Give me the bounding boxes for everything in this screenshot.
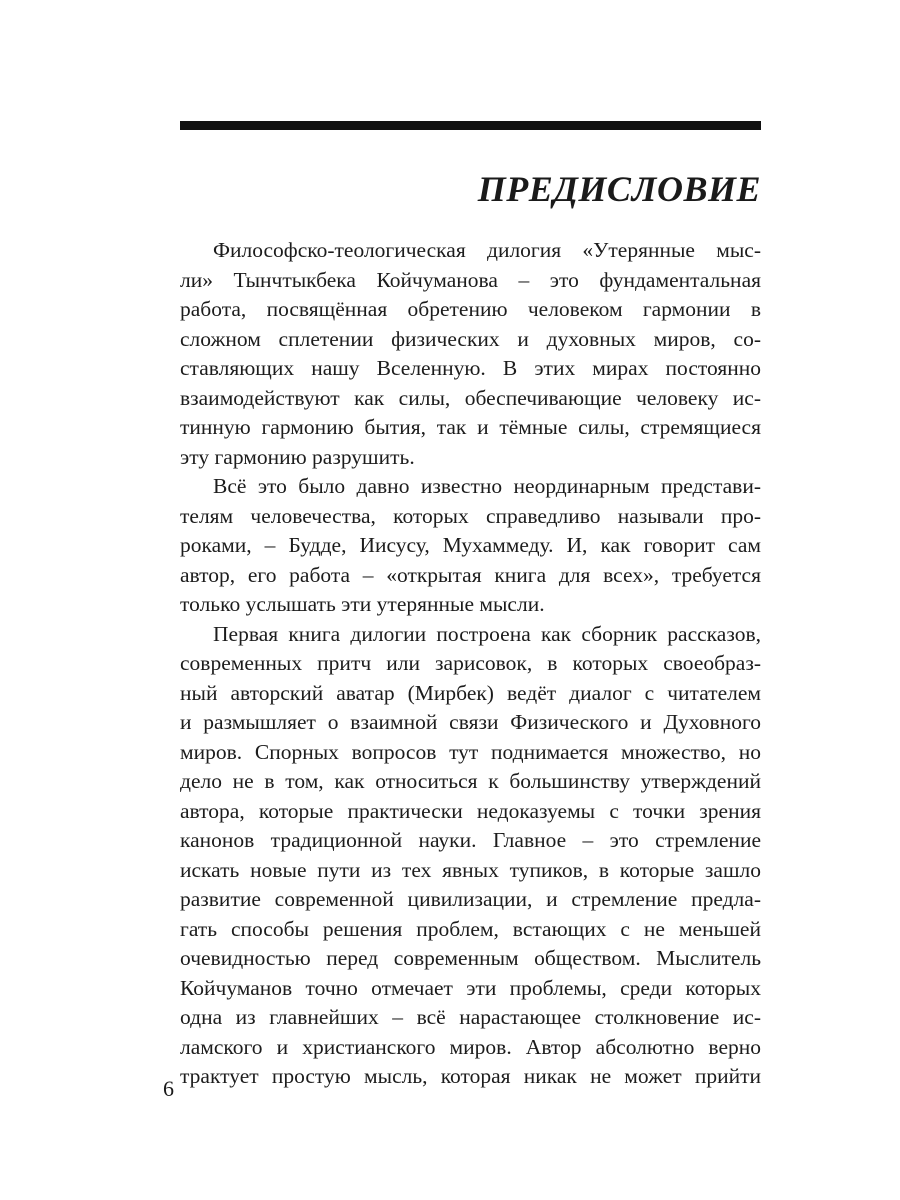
text-line: только услышать эти утерянные мысли. bbox=[180, 592, 545, 616]
text-line: Всё это было давно известно неординарным представи- bbox=[213, 474, 761, 498]
text-line: миров. Спорных вопросов тут поднимается множество, но bbox=[180, 739, 761, 764]
text-line: эту гармонию разрушить. bbox=[180, 444, 415, 469]
text-line: дело не в том, как относиться к большинству утверждений bbox=[180, 769, 761, 793]
text-line: работа, посвящённая обретению человеком гармонии в bbox=[180, 297, 761, 321]
text-line: гать способы решения проблем, встающих с не меньшей bbox=[180, 916, 761, 941]
text-line: Первая книга дилогии построена как сборник рассказов, bbox=[213, 621, 761, 646]
text-line: взаимодействуют как силы, обеспечивающие человеку ис- bbox=[180, 385, 761, 410]
text-line: ставляющих нашу Вселенную. В этих мирах постоянно bbox=[180, 356, 761, 380]
text-line: и размышляет о взаимной связи Физического и Духовного bbox=[180, 710, 761, 734]
text-line: роками, – Будде, Иисусу, Мухаммеду. И, как говорит сам bbox=[180, 533, 761, 557]
text-line: одна из главнейших – всё нарастающее столкновение ис- bbox=[180, 1005, 761, 1029]
text-line: канонов традиционной науки. Главное – это стремление bbox=[180, 828, 761, 852]
text-line: ли» Тынчтыкбека Койчуманова – это фундаментальная bbox=[180, 267, 761, 292]
page-title: ПРЕДИСЛОВИЕ bbox=[477, 169, 761, 209]
text-line: современных притч или зарисовок, в которых своеобраз- bbox=[180, 651, 761, 675]
text-line: искать новые пути из тех явных тупиков, в которые зашло bbox=[180, 857, 761, 882]
text-line: Философско-теологическая дилогия «Утерянные мыс- bbox=[213, 238, 761, 262]
paragraph-3 bbox=[180, 620, 761, 1092]
text-line: Койчуманов точно отмечает эти проблемы, среди которых bbox=[180, 975, 761, 1000]
text-line: сложном сплетении физических и духовных миров, со- bbox=[180, 326, 761, 351]
text-line: трактует простую мысль, которая никак не может прийти bbox=[180, 1064, 761, 1088]
text-line: ный авторский аватар (Мирбек) ведёт диалог с читателем bbox=[180, 680, 761, 705]
text-line: автора, которые практически недоказуемы с точки зрения bbox=[180, 798, 761, 823]
text-line: ламского и христианского миров. Автор абсолютно верно bbox=[180, 1034, 761, 1059]
paragraph-1 bbox=[180, 236, 761, 472]
text-line: тинную гармонию бытия, так и тёмные силы, стремящиеся bbox=[180, 415, 761, 439]
page-number: 6 bbox=[163, 1076, 174, 1101]
text-line: телям человечества, которых справедливо называли про- bbox=[180, 503, 761, 528]
text-line: очевидностью перед современным обществом. Мыслитель bbox=[180, 946, 761, 970]
body-text bbox=[180, 236, 761, 1092]
paragraph-2 bbox=[180, 472, 761, 620]
top-rule bbox=[180, 121, 761, 130]
text-line: развитие современной цивилизации, и стремление предла- bbox=[180, 887, 761, 911]
text-line: автор, его работа – «открытая книга для всех», требуется bbox=[180, 562, 761, 587]
